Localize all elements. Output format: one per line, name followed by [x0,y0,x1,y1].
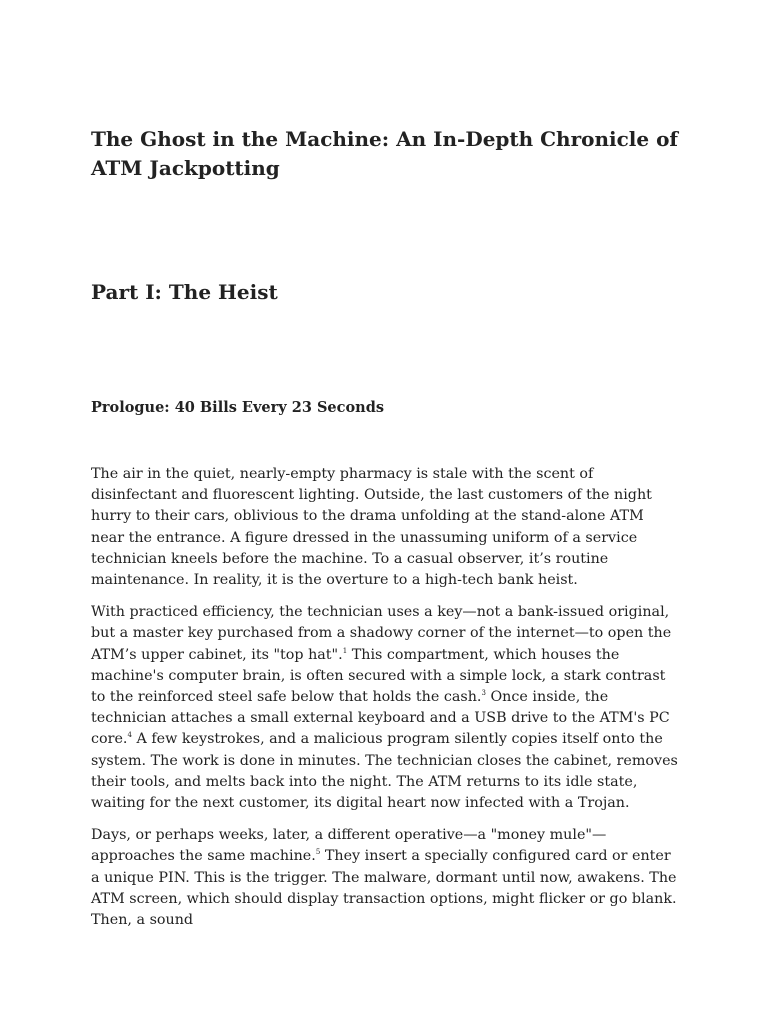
footnote-ref[interactable]: 3 [481,689,486,698]
document-title: The Ghost in the Machine: An In-Depth Chronicle of ATM Jackpotting [91,127,679,180]
paragraph: Days, or perhaps weeks, later, a different operative—a "money mule"—approaches the same machine.$^5$ They insert a specially configured card or enter a unique PIN. This is the trigger. The malware, dormant until now, awakens. The ATM screen, which should display transaction options, might flicker or go blank. Then, a sound [91,827,677,929]
document-body [91,464,681,942]
paragraph: With practiced efficiency, the technician uses a key—not a bank-issued original, but a master key purchased from a shadowy corner of the internet—to open the ATM’s upper cabinet, its "top hat".$^1$ This compartment, which houses the machine's computer brain, is often secured with a simple lock, a stark contrast to the reinforced steel safe below that holds the cash.$^3$ Once inside, the technician attaches a small external keyboard and a USB drive to the ATM's PC core.$^4$ A few keystrokes, and a malicious program silently copies itself onto the system. The work is done in minutes. The technician closes the cabinet, removes their tools, and melts back into the night. The ATM returns to its idle state, waiting for the next customer, its digital heart now infected with a Trojan. [91,604,678,812]
footnote-ref[interactable]: 4 [127,731,132,740]
paragraph: The air in the quiet, nearly-empty pharmacy is stale with the scent of disinfectant and fluorescent lighting. Outside, the last customers of the night hurry to their cars, oblivious to the drama unfolding at the stand-alone ATM near the entrance. A figure dressed in the unassuming uniform of a service technician kneels before the machine. To a casual observer, it’s routine maintenance. In reality, it is the overture to a high-tech bank heist. [91,466,652,589]
footnote-ref[interactable]: 1 [342,646,348,655]
section-heading: Prologue: 40 Bills Every 23 Seconds [91,399,385,416]
part-heading: Part I: The Heist [91,280,278,304]
footnote-ref[interactable]: 5 [315,848,321,857]
